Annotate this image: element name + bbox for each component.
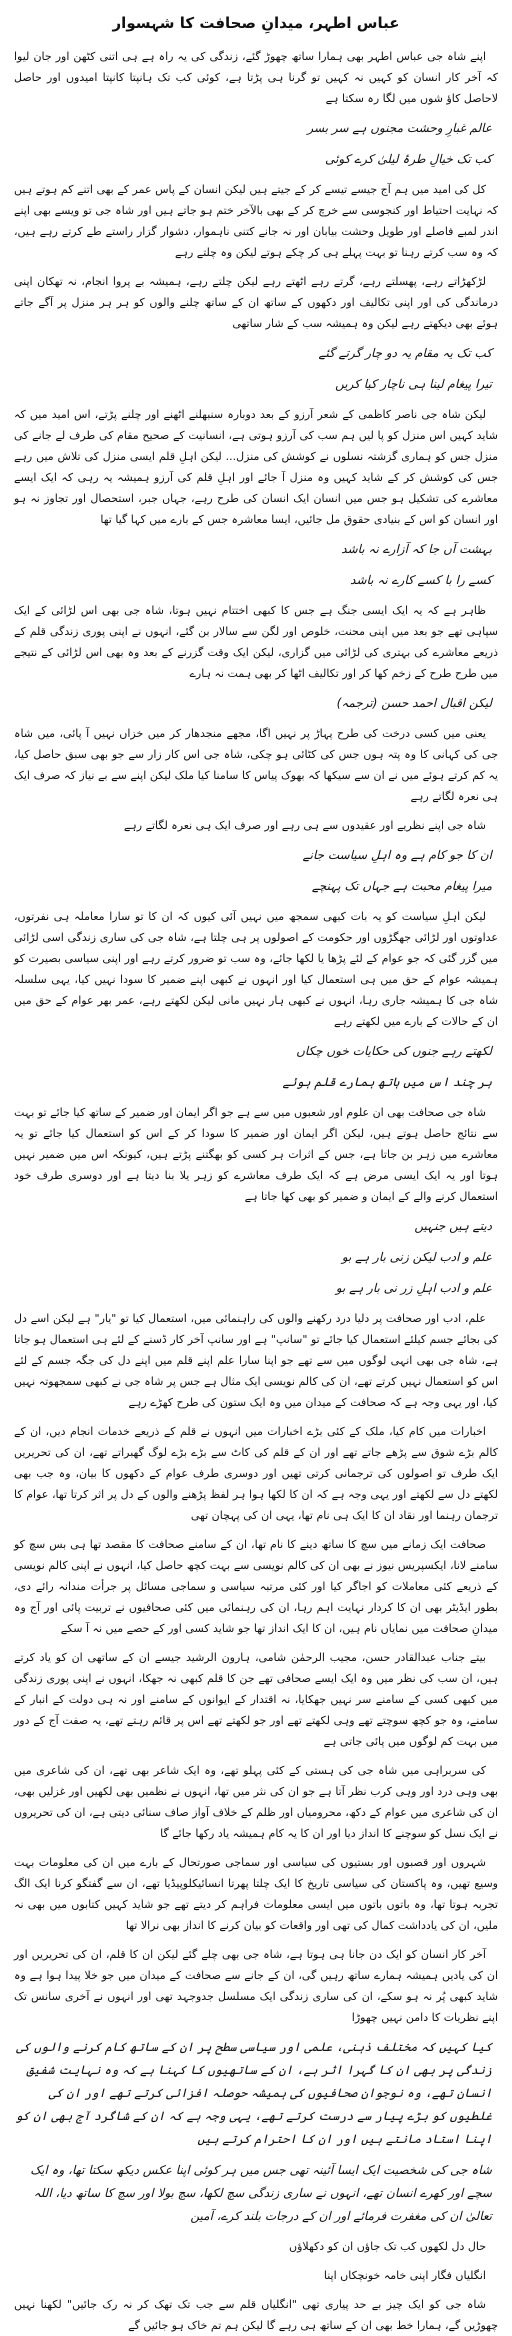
body-paragraph: لڑکھڑاتے رہے، پھسلتے رہے، گرتے رہے اٹھتے رہے لیکن چلتے رہے، ہمیشہ بے پروا انجام، نہ تھکان اپنی درماندگی کی اور اپنی تکالیف اور دکھوں کے ساتھ ان کے ساتھ چلنے والوں کو ہر ہر منزل پر آگے جاتے ہوئے بھی دیکھتے رہے لیکن وہ ہمیشہ سب کے شار ساتھی xyxy=(14,275,498,330)
verse-line: علم و ادب لیکن زنی بار ہے بو xyxy=(341,1250,492,1264)
body-paragraph: شہروں اور قصبوں اور بستیوں کی سیاسی اور سماجی صورتحال کے بارے میں ان کی معلومات بہت وسیع تھیں، وہ پاکستان کی سیاسی تاریخ کا ایک چلتا پھرتا انسائیکلوپیڈیا تھے، ان سے گفتگو کرنا ایک الگ تجربہ ہوتا تھا، وہ باتوں باتوں میں ایسی معلومات فراہم کر دیتے تھے جو شاید کہیں کتابوں میں بھی نہ ملیں، ان کی یادداشت کمال کی تھی اور واقعات کو بیان کرنے کا انداز بھی نرالا تھا xyxy=(14,1856,498,1932)
verse-line: ان کا جو کام ہے وہ اہلِ سیاست جانے xyxy=(302,848,492,862)
verse-line: کسے را با کسے کارے نہ باشد xyxy=(350,573,492,587)
verse-line: ہر چند اس میں ہاتھ ہمارے قلم ہوئے xyxy=(282,1075,492,1089)
body-paragraph: شاہ جی کو ایک چیز بے حد پیاری تھی "انگلیاں قلم سے جب تک تھک کر نہ رک جائیں" لکھنا نہیں چھوڑیں گے، ہمارا خط بھی ان کے ساتھ ہی رہے گا لیکن ہم تم خاک ہو جائیں گے xyxy=(14,2298,498,2332)
body-paragraph: اپنے شاہ جی عباس اطہر بھی ہمارا ساتھ چھوڑ گئے، زندگی کی یہ راہ ہے ہی اتنی کٹھن اور جان لیوا کہ آخر کار انسان کو کہیں نہ کہیں تو گرنا ہی پڑتا ہے، کوئی کب تک ہانپتا کانپتا امیدوں اور حاصل لاحاصل کاؤ شوں میں لگا رہ سکتا ہے xyxy=(14,50,498,105)
body-paragraph: حال دل لکھوں کب تک جاؤں ان کو دکھلاؤں xyxy=(289,2240,486,2253)
body-paragraph: ظاہر ہے کہ یہ ایک ایسی جنگ ہے جس کا کبھی اختتام نہیں ہوتا، شاہ جی بھی اس لڑائی کے ایک سپاہی تھے جو بعد میں اپنی محنت، خلوص اور لگن سے سالار بن گئے، انہوں نے اپنی پوری زندگی قلم کے ذریعے معاشرے کی بہتری کی لڑائی میں گزاری، لیکن ایک وقت گزرنے کے بعد وہ بھی اس لڑائی کے نتیجے میں طرح طرح کے زخم کھا کر اور تکالیف اٹھا کر بھی ہمت نہ ہارے xyxy=(14,604,498,680)
body-paragraph: کی سربراہی میں شاہ جی کی ہستی کے کئی پہلو تھے، وہ ایک شاعر بھی تھے، ان کی شاعری میں بھی وہی درد اور وہی کرب نظر آتا ہے جو ان کی نثر میں تھا، انہوں نے نظمیں بھی لکھیں اور غزلیں بھی، ان کی شاعری میں عوام کے دکھ، محرومیاں اور ظلم کے خلاف آواز صاف سنائی دیتی ہے، ان کی تحریروں نے ایک نسل کو سوچنے کا انداز دیا اور ان کا یہ کام ہمیشہ یاد رکھا جائے گا xyxy=(14,1764,498,1840)
body-paragraph: اخبارات میں کام کیا، ملک کے کئی بڑے اخبارات میں انہوں نے قلم کے ذریعے خدمات انجام دیں، ان کے کالم بڑے شوق سے پڑھے جاتے تھے اور ان کے قلم کی کاٹ سے بڑے بڑے لوگ گھبراتے تھے، ان کی تحریریں ایک طرف تو اصولوں کی ترجمانی کرتی تھیں اور دوسری طرف عوام کے دکھوں کا بیان، وہ جب بھی لکھتے دل سے لکھتے اور یہی وجہ ہے کہ ان کا لکھا ہوا ہر لفظ پڑھنے والوں کے دل پر اثر کرتا تھا، عوام کا ترجمان رہنما اور نقاد ان کا ایک ہی نام تھا، یہی ان کی پہچان تھی xyxy=(14,1425,498,1522)
article-body xyxy=(14,46,498,2336)
body-paragraph: علم، ادب اور صحافت پر دلیا درد رکھنے والوں کی راہنمائی میں، استعمال کیا تو "یار" ہے لیکن اسے دل کی بجائے جسم کیلئے استعمال کیا جائے تو "سانپ" ہے اور سانپ آخر کار ڈسنے کے لئے ہی استعمال ہو جاتا ہے، شاہ جی بھی انہی لوگوں میں سے تھے جو اپنا سارا علم اپنے قلم میں اپنے دل کی جگہ جسم کے لئے اس کو استعمال نہیں کرتے تھے، ان کی کالم نویسی ایک مثال ہے جس پر شاہ جی نے کبھی سمجھوتہ نہیں کیا، اور یہی وجہ ہے کہ صحافت کے میدان میں وہ ایک ستون کی طرح کھڑے رہے xyxy=(14,1312,498,1409)
verse-line: عالم غبارِ وحشت مجنوں ہے سر بسر xyxy=(307,121,492,135)
verse-line: شاہ جی کی شخصیت ایک ایسا آئینہ تھی جس میں ہر کوئی اپنا عکس دیکھ سکتا تھا، وہ ایک سچے اور کھرے انسان تھے، انہوں نے ساری زندگی سچ لکھا، سچ بولا اور سچ کا ساتھ دیا، اللہ تعالیٰ ان کی مغفرت فرمائے اور ان کے درجات بلند کرے، آمین xyxy=(30,2163,492,2223)
verse-line: علم و ادب اہلِ زر نی بار ہے بو xyxy=(335,1281,492,1295)
verse-line: کب تک یہ مقام یہ دو چار گرتے گئے xyxy=(318,346,492,360)
verse-line: لکھتے رہے جنوں کی حکایات خوں چکاں xyxy=(296,1044,492,1058)
body-paragraph: بیتے جناب عبدالقادر حسن، مجیب الرحمٰن شامی، ہارون الرشید جیسے ان کے ساتھی ان کو یاد کرتے ہیں، ان سب کی نظر میں وہ ایک ایسے صحافی تھے جن کا قلم کبھی نہ جھکا، انہوں نے اپنی پوری زندگی میں کبھی کسی کے سامنے سر نہیں جھکایا، نہ اقتدار کے ایوانوں کے سامنے اور نہ ہی دولت کے انبار کے سامنے، وہ جو کچھ سوچتے تھے وہی لکھتے تھے اور جو لکھتے تھے اس پر قائم رہتے تھے، یہ صفت آج کے دور میں بہت کم لوگوں میں پائی جاتی ہے xyxy=(14,1651,498,1748)
verse-line: کب تک خیالِ طرۂ لیلیٰ کرے کوئی xyxy=(325,152,492,166)
verse-line: میرا پیغام محبت ہے جہاں تک پہنچے xyxy=(311,879,492,893)
body-paragraph: کل کی امید میں ہم آج جیسے تیسے کر کے جیتے ہیں لیکن انسان کے پاس عمر کے بھی اتنے کم ہوتے ہیں کہ نہایت احتیاط اور کنجوسی سے خرچ کر کے بھی بالآخر ختم ہو جاتے ہیں اور شاہ جی تو ویسے بھی اپنے اندر لمبے فاصلے اور طویل وحشت بیابان اور نہ جانے کتنی ناہموار، دشوار گزار راستے طے کرتے رہے ہیں، کہ وہ سب کرتے رہنا تو بہت پہلے ہی کر چکے ہوتے لیکن وہ چلتے رہے xyxy=(14,183,498,259)
body-paragraph: یعنی میں کسی درخت کی طرح پہاڑ پر نہیں اگا، مجھے منجدھار کر میں خزاں نہیں آ پائی، میں شاہ جی کی کہانی کا وہ پتہ ہوں جس کی کٹائی ہو چکی، شاہ جی اس کار زار سے جو بھی سبق حاصل کیا، یہ کم کرتے ہوئے میں نے ان سے سیکھا کہ بھوک پیاس کا سامنا کیا ملک لیکن اپنے سے بے نیاز کہ صرف ایک ہی نعرہ لگاتے رہے xyxy=(14,727,498,803)
body-paragraph: شاہ جی اپنے نظریے اور عقیدوں سے ہی رہے اور صرف ایک ہی نعرہ لگاتے رہے xyxy=(123,819,486,832)
body-paragraph: صحافت ایک زمانے میں سچ کا ساتھ دینے کا نام تھا، ان کے سامنے صحافت کا مقصد تھا ہی بس سچ کو سامنے لانا، ایکسپریس نیوز نے بھی ان کی کالم نویسی سے بہت کچھ حاصل کیا، انہوں نے اپنی کالم نویسی کے ذریعے کئی معاملات کو اجاگر کیا اور کئی مرتبہ سیاسی و سماجی مسائل پر جرأت مندانہ رائے دی، بطور ایڈیٹر بھی ان کا کردار نہایت اہم رہا، ان کی رہنمائی میں کئی صحافیوں نے تربیت پائی اور آج وہ میدانِ صحافت میں نمایاں نام ہیں، ان کا ایک انداز تھا جو شاید کسی اور کے حصے میں نہ آ سکے xyxy=(14,1538,498,1635)
verse-line: کیا کہیں کہ مختلف ذہنی، علمی اور سیاسی سطح پر ان کے ساتھ کام کرنے والوں کی زندگی پر بھی ان کا گہرا اثر ہے، ان کے ساتھیوں کا کہنا ہے کہ وہ نہایت شفیق انسان تھے، وہ نوجوان صحافیوں کی ہمیشہ حوصلہ افزائی کرتے تھے اور ان کی غلطیوں کو بڑے پیار سے درست کرتے تھے، یہی وجہ ہے کہ ان کے شاگرد آج بھی ان کو اپنا استاد مانتے ہیں اور ان کا احترام کرتے ہیں xyxy=(15,2040,492,2146)
body-paragraph: شاہ جی صحافت بھی ان علوم اور شعبوں میں سے ہے جو اگر ایمان اور ضمیر کے ساتھ کیا جائے تو بہت سے نتائج حاصل ہوتے ہیں، لیکن اگر ایمان اور ضمیر کا سودا کر کے اس کو استعمال کیا جائے تو یہ معاشرے میں زہر بن جاتا ہے، جس کے اثرات ہر کسی کو بھگتنے پڑتے ہیں، کیونکہ اس میں ضمیر نہیں ہوتا اور یہ ایک ایسی مرض ہے کہ ایک طرف معاشرے کو زہر یلا بنا دیتا ہے اور دوسری طرف خود استعمال کرنے والے کے ایمان و ضمیر کو بھی کھا جاتا ہے xyxy=(14,1106,498,1203)
verse-line: لیکن اقبال احمد حسن (ترجمہ) xyxy=(336,696,492,710)
verse-line: تیرا پیغام لینا ہی ناچار کیا کریں xyxy=(335,377,492,391)
body-paragraph: لیکن شاہ جی ناصر کاظمی کے شعر آرزو کے بعد دوبارہ سنبھلنے اٹھنے اور چلنے پڑتے، اس امید میں کہ شاید کہیں اس منزل کو پا لیں ہم سب کی آرزو ہوتی ہے، انسانیت کے صحیح مقام کی طرف لے جانے کی منزل جس کو ہماری گزشتہ نسلوں نے کوشش کی منزل... لیکن اہلِ قلم ایسی منزل کی تلاش میں رہے جس کی کوشش کر کے شاید کہیں وہ منزل آ جائے اور اہلِ قلم کی آرزو ہمیشہ یہ رہی کہ ایک ایسے معاشرے کی تشکیل ہو جس میں انسان ایک انسان کی طرح رہے، جہاں جبر، استحصال اور تجاوز نہ ہو اور انسان کو اس کے بنیادی حقوق مل جائیں، ایسا معاشرہ جس کے بارے میں کہا گیا تھا xyxy=(14,408,498,526)
verse-line: بہشت آں جا کہ آزارے نہ باشد xyxy=(341,542,492,556)
article-title: عباس اطہر، میدانِ صحافت کا شہسوار xyxy=(112,14,400,32)
body-paragraph: آخر کار انسان کو ایک دن جانا ہی ہوتا ہے، شاہ جی بھی چلے گئے لیکن ان کا قلم، ان کی تحریریں اور ان کی یادیں ہمیشہ ہمارے ساتھ رہیں گی، ان کے جانے سے صحافت کے میدان میں جو خلا پیدا ہوا ہے وہ شاید کبھی پُر نہ ہو سکے، ان کی ساری زندگی ایک مسلسل جدوجہد تھی اور انہوں نے آخری سانس تک اپنے نظریات کا دامن نہیں چھوڑا xyxy=(14,1948,498,2024)
body-paragraph: لیکن اہلِ سیاست کو یہ بات کبھی سمجھ میں نہیں آئی کیوں کہ ان کا تو سارا معاملہ ہی نفرتوں، عداوتوں اور لڑائی جھگڑوں اور حکومت کے اصولوں پر ہی چلتا ہے، شاہ جی کی ساری زندگی اسی لڑائی میں گزر گئی کہ جو عوام کے لئے پڑھا یا لکھا جائے، وہ سب تو ضرور کرتے رہے اور اپنی سیاسی بصیرت کو ہمیشہ عوام کے حق میں ہی استعمال کیا اور انہوں نے کبھی اپنے ضمیر کا سودا نہیں کیا، یہی سلسلہ شاہ جی کا ہمیشہ جاری رہا، انہوں نے کبھی ہار نہیں مانی لیکن لکھتے رہے، عمر بھر عوام کے حق میں ان کے حالات کے بارے میں لکھتے رہے xyxy=(14,910,498,1028)
body-paragraph: انگلیاں فگار اپنی خامہ خونچکاں اپنا xyxy=(323,2269,486,2282)
verse-line: دیتے ہیں جنہیں xyxy=(414,1219,492,1233)
